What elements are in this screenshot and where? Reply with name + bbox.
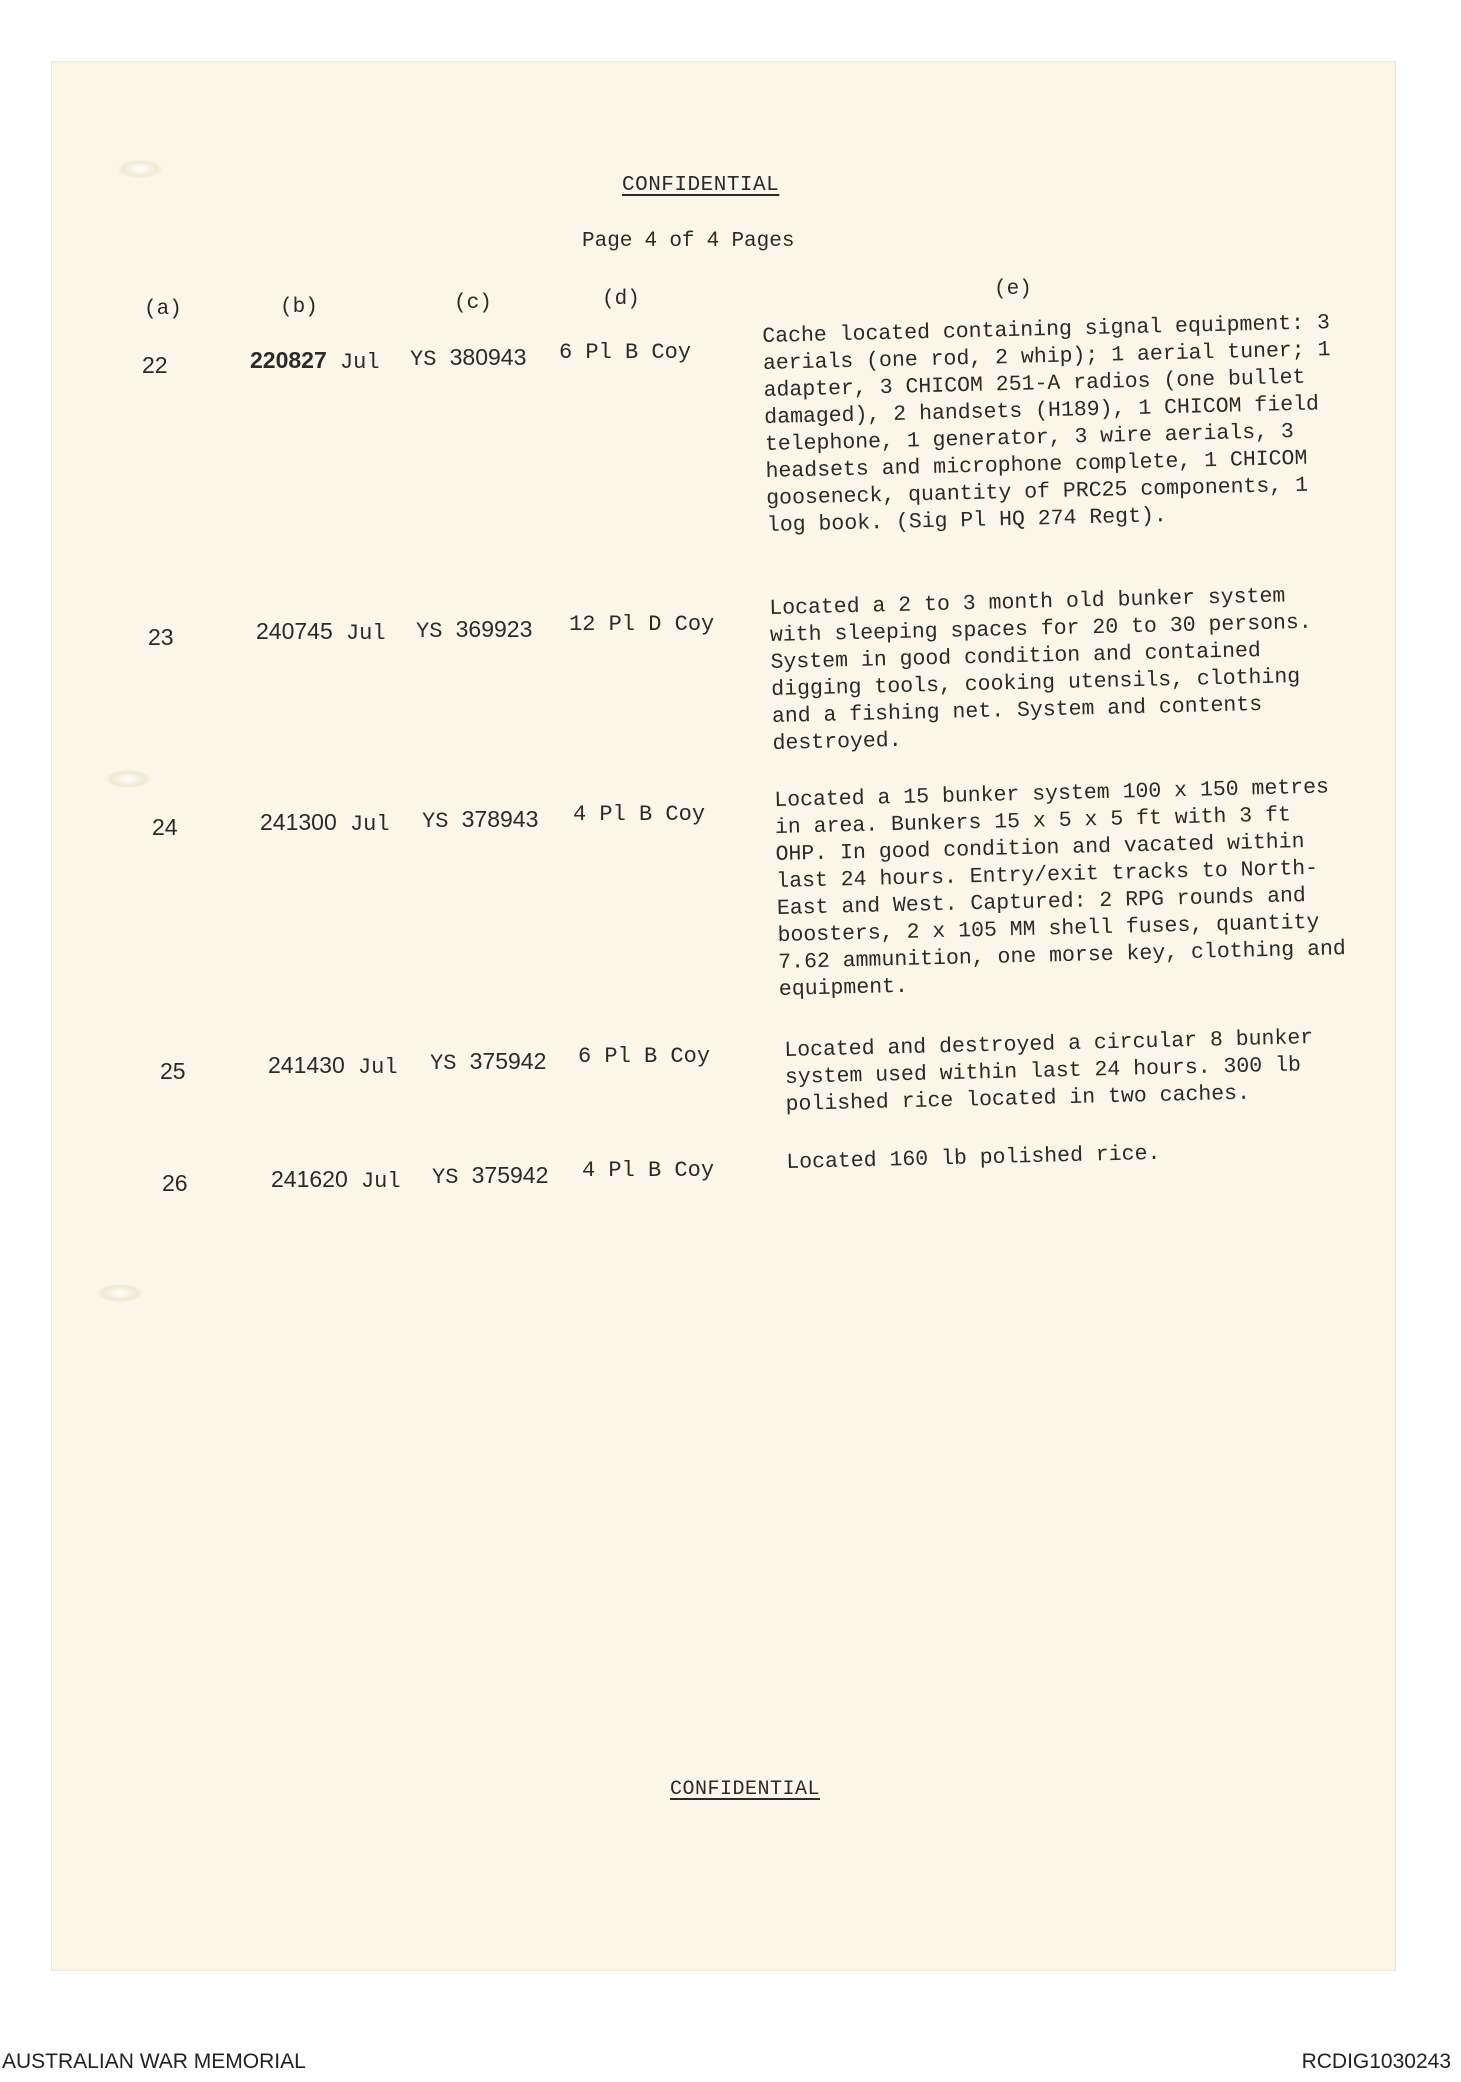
column-head-b: (b)	[280, 296, 318, 319]
row-23-serial: 23	[148, 624, 174, 650]
row-26-month: Jul	[360, 1169, 401, 1194]
row-22-time	[250, 347, 380, 375]
row-25-grid-ref: 375942	[469, 1048, 547, 1074]
row-24-time	[260, 809, 390, 837]
row-22-grid-ref: 380943	[449, 344, 527, 370]
page-suffix: Pages	[731, 230, 795, 253]
row-24-grid-prefix: YS	[422, 809, 449, 834]
column-head-a: (a)	[144, 298, 182, 321]
row-25-serial: 25	[160, 1058, 186, 1084]
row-22-unit: 6 Pl B Coy	[559, 340, 692, 365]
row-25-description: Located and destroyed a circular 8 bunker system used within last 24 hours. 300 lb polished rice located in two caches.	[784, 1026, 1314, 1117]
confidential-footer: CONFIDENTIAL	[670, 1778, 821, 1801]
row-23-grid	[416, 616, 532, 644]
row-26-serial: 26	[162, 1170, 188, 1196]
row-23-unit: 12 Pl D Coy	[569, 612, 715, 637]
row-22-month: Jul	[339, 350, 380, 375]
page-indicator	[582, 228, 794, 253]
row-26-time	[271, 1166, 401, 1194]
row-22-grid-prefix: YS	[410, 347, 437, 372]
row-26-unit: 4 Pl B Coy	[582, 1158, 715, 1183]
row-23-dtg: 240745	[256, 618, 333, 644]
row-24-grid-ref: 378943	[461, 806, 539, 832]
column-head-d: (d)	[602, 288, 640, 311]
row-26-grid	[432, 1162, 548, 1190]
row-22-description: Cache located containing signal equipment: 3 aerials (one rod, 2 whip); 1 aerial tuner; 1 adapter, 3 CHICOM 251-A radios (one bullet damaged), 2 handsets (H189), 1 CHICOM field telephone, 1 generator, 3 wire aerials, 3 headsets and microphone complete, 1 CHICOM gooseneck, quantity of PRC25 components, 1 log book. (Sig Pl HQ 274 Regt).	[762, 311, 1331, 538]
row-26-dtg: 241620	[271, 1166, 348, 1192]
row-23-description: Located a 2 to 3 month old bunker system with sleeping spaces for 20 to 30 persons. System in good condition and contained digging tools, cooking utensils, clothing and a fishing net. System and contents destroyed.	[769, 584, 1312, 756]
paper-tear-mark	[106, 770, 150, 788]
row-24-grid	[422, 806, 538, 834]
paper-tear-mark	[98, 1284, 142, 1302]
row-23-time	[256, 618, 386, 646]
row-25-month: Jul	[357, 1055, 398, 1080]
row-24-description: Located a 15 bunker system 100 x 150 metres in area. Bunkers 15 x 5 x 5 ft with 3 ft OHP. In good condition and vacated within last 24 hours. Entry/exit tracks to North-East and West. Captured: 2 RPG rounds and boosters, 2 x 105 MM shell fuses, quantity 7.62 ammunition, one morse key, clothing and equipment.	[774, 775, 1347, 1002]
row-25-unit: 6 Pl B Coy	[578, 1044, 711, 1069]
page-total: 4	[707, 228, 719, 251]
confidential-header: CONFIDENTIAL	[622, 174, 780, 197]
archive-institution: AUSTRALIAN WAR MEMORIAL	[2, 2050, 306, 2073]
page-prefix: Page	[582, 230, 633, 253]
row-24-month: Jul	[349, 812, 390, 837]
row-25-grid	[430, 1048, 546, 1076]
page-current: 4	[645, 228, 657, 251]
archive-reference: RCDIG1030243	[1301, 2050, 1451, 2073]
row-22-grid	[410, 344, 526, 372]
row-25-dtg: 241430	[268, 1052, 345, 1078]
row-23-grid-ref: 369923	[455, 616, 533, 642]
row-25-grid-prefix: YS	[430, 1051, 457, 1076]
page-of: of	[669, 230, 695, 253]
row-24-dtg: 241300	[260, 809, 337, 835]
row-26-description: Located 160 lb polished rice.	[786, 1141, 1161, 1175]
row-25-time	[268, 1052, 398, 1080]
row-24-serial: 24	[152, 814, 178, 840]
row-23-month: Jul	[345, 621, 386, 646]
row-23-grid-prefix: YS	[416, 619, 443, 644]
row-22-dtg: 220827	[250, 347, 327, 373]
column-head-e: (e)	[994, 278, 1032, 301]
row-24-unit: 4 Pl B Coy	[573, 802, 706, 827]
column-head-c: (c)	[454, 292, 492, 315]
document-page	[52, 62, 1395, 1970]
paper-tear-mark	[118, 160, 162, 178]
row-26-grid-prefix: YS	[432, 1165, 459, 1190]
row-26-grid-ref: 375942	[471, 1162, 549, 1188]
row-22-serial: 22	[142, 352, 168, 378]
